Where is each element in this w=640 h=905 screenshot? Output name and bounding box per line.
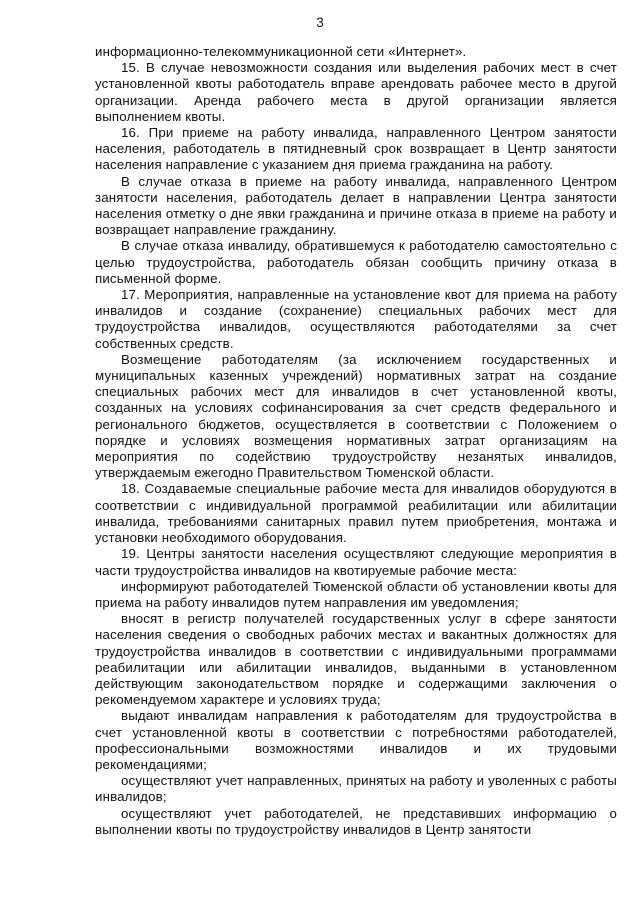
- paragraph-item-19: 19. Центры занятости населения осуществляют следующие мероприятия в части трудоустройства инвалидов на квотируемые рабочие места:: [95, 546, 617, 578]
- paragraph-reimbursement: Возмещение работодателям (за исключением государственных и муниципальных казенных учреждений) нормативных затрат на создание специальных рабочих мест для инвалидов в счет установленной квоты, созданных на условиях софинансирования за счет средств федерального и регионального бюджетов, осуществляется в соответствии с Положением о порядке и условиях возмещения нормативных затрат организациям на мероприятия по содействию трудоустройству незанятых инвалидов, утверждаемым ежегодно Правительством Тюменской области.: [95, 351, 617, 481]
- paragraph-continuation: информационно-телекоммуникационной сети «Интернет».: [95, 44, 467, 59]
- paragraph-item-16: 16. При приеме на работу инвалида, направленного Центром занятости населения, работодатель в пятидневный срок возвращает в Центр занятости населения направление с указанием дня приема гражданина на работу.: [95, 125, 617, 173]
- paragraph-record-employers: осуществляют учет работодателей, не представивших информацию о выполнении квоты по трудоустройству инвалидов в Центр занятости: [95, 805, 617, 837]
- paragraph-item-15: 15. В случае невозможности создания или выделения рабочих мест в счет установленной квоты работодатель вправе арендовать рабочее место в другой организации. Аренда рабочего места в другой организации является выполнением квоты.: [95, 60, 617, 124]
- paragraph-refusal-self-applied: В случае отказа инвалиду, обратившемуся к работодателю самостоятельно с целью трудоустройства, работодатель обязан сообщить причину отказа в письменной форме.: [95, 238, 617, 286]
- paragraph-item-17: 17. Мероприятия, направленные на установление квот для приема на работу инвалидов и создание (сохранение) специальных рабочих мест для трудоустройства инвалидов, осуществляются работодателями за счет собственных средств.: [95, 287, 617, 351]
- paragraph-refusal-referred: В случае отказа в приеме на работу инвалида, направленного Центром занятости населения, работодатель делает в направлении Центра занятости населения отметку о дне явки гражданина и причине отказа в приеме на работу и возвращает направление гражданину.: [95, 173, 617, 238]
- paragraph-issue-referrals: выдают инвалидам направления к работодателям для трудоустройства в счет установленной квоты в соответствии с потребностями работодателей, профессиональными возможностями инвалидов и их трудовыми рекомендациями;: [95, 708, 617, 772]
- paragraph-register-vacancies: вносят в регистр получателей государственных услуг в сфере занятости населения сведения о свободных рабочих местах и вакантных должностях для трудоустройства инвалидов в соответствии с индивидуальными программами реабилитации или абилитации инвалидов, выданными в установленном действующим законодательством порядке и содержащими заключения о рекомендуемом характере и условиях труда;: [95, 611, 617, 708]
- document-body: [95, 44, 617, 838]
- paragraph-inform-employers: информируют работодателей Тюменской области об установлении квоты для приема на работу инвалидов путем направления им уведомления;: [95, 578, 617, 610]
- paragraph-record-disabled: осуществляют учет направленных, принятых на работу и уволенных с работы инвалидов;: [95, 773, 617, 805]
- page-number: 3: [316, 15, 324, 30]
- paragraph-item-18: 18. Создаваемые специальные рабочие места для инвалидов оборудуются в соответствии с индивидуальной программой реабилитации или абилитации инвалида, требованиями санитарных правил путем приобретения, монтажа и установки необходимого оборудования.: [95, 481, 617, 546]
